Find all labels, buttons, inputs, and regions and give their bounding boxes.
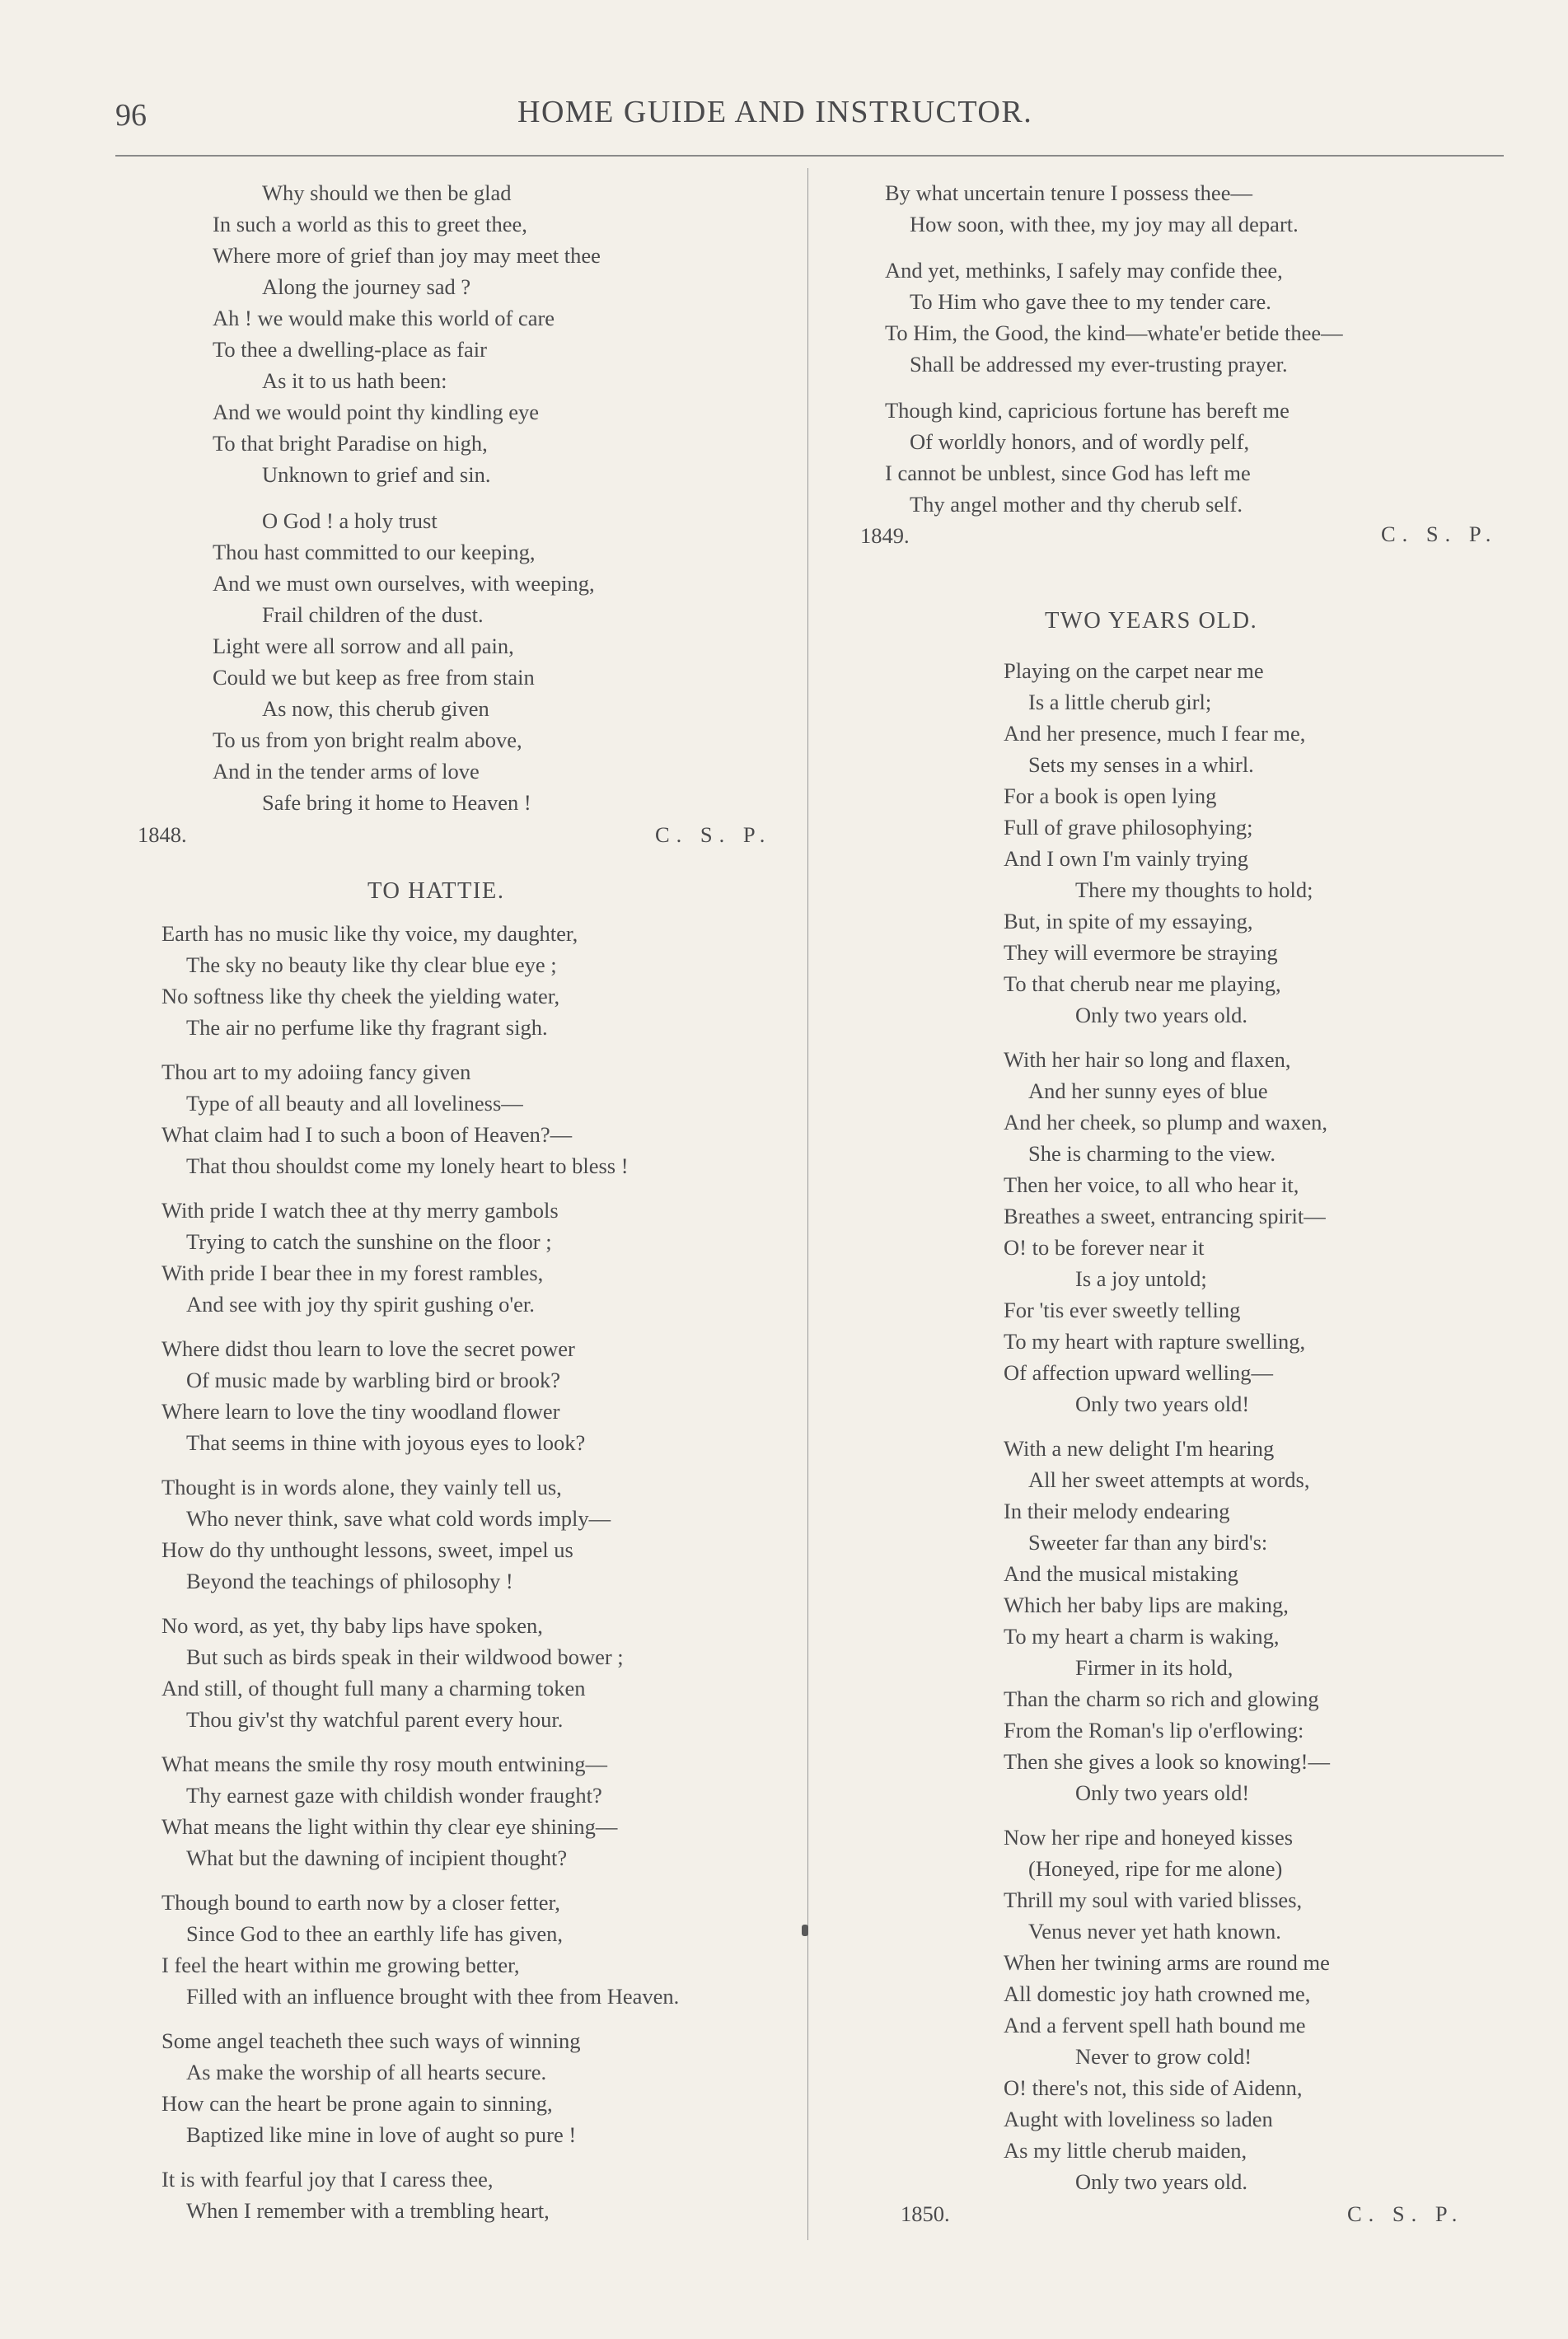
- poem-date: 1850.: [901, 2201, 950, 2226]
- verse-line: Beyond the teachings of philosophy !: [186, 1569, 513, 1593]
- verse-line: No word, as yet, thy baby lips have spoken,: [161, 1613, 543, 1638]
- verse-line: To my heart with rapture swelling,: [1004, 1329, 1306, 1354]
- verse-line: Thy angel mother and thy cherub self.: [910, 492, 1243, 517]
- verse-line: Only two years old.: [1075, 2169, 1248, 2194]
- verse-line: As my little cherub maiden,: [1004, 2138, 1247, 2163]
- verse-line: And still, of thought full many a charming token: [161, 1676, 586, 1700]
- verse-line: To that cherub near me playing,: [1004, 971, 1281, 996]
- verse-line: Filled with an influence brought with thee from Heaven.: [186, 1984, 680, 2009]
- verse-line: O God ! a holy trust: [262, 508, 438, 533]
- verse-line: Venus never yet hath known.: [1028, 1919, 1281, 1944]
- verse-line: She is charming to the view.: [1028, 1141, 1276, 1166]
- verse-line: And in the tender arms of love: [213, 759, 480, 784]
- verse-line: Sets my senses in a whirl.: [1028, 752, 1254, 777]
- verse-line: With pride I watch thee at thy merry gambols: [161, 1198, 559, 1223]
- verse-line: Why should we then be glad: [262, 180, 512, 205]
- verse-line: Then her voice, to all who hear it,: [1004, 1172, 1299, 1197]
- verse-line: There my thoughts to hold;: [1075, 877, 1313, 902]
- verse-line: That seems in thine with joyous eyes to look?: [186, 1430, 586, 1455]
- verse-line: From the Roman's lip o'erflowing:: [1004, 1718, 1304, 1743]
- poem-date: 1848.: [138, 822, 187, 847]
- verse-line: Who never think, save what cold words imply—: [186, 1506, 611, 1531]
- verse-line: To Him who gave thee to my tender care.: [910, 289, 1271, 314]
- verse-line: Shall be addressed my ever-trusting prayer.: [910, 352, 1288, 377]
- verse-line: What but the dawning of incipient thought?: [186, 1845, 568, 1870]
- page-number: 96: [115, 98, 147, 133]
- verse-line: For a book is open lying: [1004, 784, 1217, 808]
- verse-line: Thou giv'st thy watchful parent every hour.: [186, 1707, 564, 1732]
- verse-line: Some angel teacheth thee such ways of winning: [161, 2028, 581, 2053]
- poem-signature: C. S. P.: [1381, 522, 1498, 546]
- verse-line: Only two years old!: [1075, 1780, 1250, 1805]
- verse-line: That thou shouldst come my lonely heart to bless !: [186, 1153, 629, 1178]
- verse-line: Where learn to love the tiny woodland flower: [161, 1399, 560, 1424]
- verse-line: They will evermore be straying: [1004, 940, 1278, 965]
- verse-line: Thought is in words alone, they vainly tell us,: [161, 1475, 562, 1499]
- verse-line: In their melody endearing: [1004, 1499, 1230, 1523]
- verse-line: Only two years old.: [1075, 1003, 1248, 1027]
- verse-line: Thou hast committed to our keeping,: [213, 540, 536, 564]
- verse-line: Full of grave philosophying;: [1004, 815, 1253, 840]
- verse-line: With a new delight I'm hearing: [1004, 1436, 1275, 1461]
- verse-line: As make the worship of all hearts secure.: [186, 2060, 547, 2084]
- verse-line: And yet, methinks, I safely may confide thee,: [885, 258, 1283, 283]
- verse-line: Which her baby lips are making,: [1004, 1593, 1289, 1617]
- verse-line: All domestic joy hath crowned me,: [1004, 1981, 1311, 2006]
- verse-line: Only two years old!: [1075, 1392, 1250, 1416]
- verse-line: With her hair so long and flaxen,: [1004, 1047, 1291, 1072]
- verse-line: What means the smile thy rosy mouth entwining—: [161, 1752, 607, 1776]
- verse-line: (Honeyed, ripe for me alone): [1028, 1856, 1283, 1881]
- verse-line: The sky no beauty like thy clear blue eye ;: [186, 952, 557, 977]
- verse-line: When I remember with a trembling heart,: [186, 2198, 550, 2223]
- header-rule: [115, 155, 1504, 157]
- verse-line: Safe bring it home to Heaven !: [262, 790, 531, 815]
- verse-line: Could we but keep as free from stain: [213, 665, 535, 690]
- verse-line: Unknown to grief and sin.: [262, 462, 491, 487]
- verse-line: Of music made by warbling bird or brook?: [186, 1368, 561, 1392]
- poem-title: TWO YEARS OLD.: [1045, 608, 1258, 634]
- verse-line: And the musical mistaking: [1004, 1561, 1238, 1586]
- verse-line: Type of all beauty and all loveliness—: [186, 1091, 523, 1116]
- verse-line: As it to us hath been:: [262, 368, 447, 393]
- verse-line: O! there's not, this side of Aidenn,: [1004, 2075, 1303, 2100]
- verse-line: Frail children of the dust.: [262, 602, 484, 627]
- verse-line: And we would point thy kindling eye: [213, 400, 539, 424]
- verse-line: Earth has no music like thy voice, my daughter,: [161, 921, 578, 946]
- verse-line: To us from yon bright realm above,: [213, 727, 522, 752]
- running-head: HOME GUIDE AND INSTRUCTOR.: [517, 95, 1033, 129]
- verse-line: Thy earnest gaze with childish wonder fraught?: [186, 1783, 602, 1808]
- verse-line: It is with fearful joy that I caress thee,: [161, 2167, 494, 2192]
- verse-line: Then she gives a look so knowing!—: [1004, 1749, 1330, 1774]
- verse-line: No softness like thy cheek the yielding water,: [161, 984, 560, 1008]
- poem-title: TO HATTIE.: [367, 878, 505, 904]
- verse-line: Baptized like mine in love of aught so pure !: [186, 2122, 577, 2147]
- verse-line: Aught with loveliness so laden: [1004, 2107, 1273, 2131]
- verse-line: To Him, the Good, the kind—whate'er betide thee—: [885, 320, 1343, 345]
- verse-line: Where didst thou learn to love the secret power: [161, 1336, 575, 1361]
- verse-line: Is a joy untold;: [1075, 1266, 1207, 1291]
- verse-line: To thee a dwelling-place as fair: [213, 337, 487, 362]
- verse-line: Breathes a sweet, entrancing spirit—: [1004, 1204, 1326, 1228]
- margin-mark: [802, 1925, 808, 1936]
- verse-line: The air no perfume like thy fragrant sigh.: [186, 1015, 548, 1040]
- verse-line: I feel the heart within me growing better,: [161, 1953, 520, 1977]
- verse-line: Light were all sorrow and all pain,: [213, 634, 514, 658]
- verse-line: And her cheek, so plump and waxen,: [1004, 1110, 1327, 1134]
- verse-line: With pride I bear thee in my forest rambles,: [161, 1261, 544, 1285]
- verse-line: But such as birds speak in their wildwood bower ;: [186, 1644, 624, 1669]
- verse-line: O! to be forever near it: [1004, 1235, 1205, 1260]
- verse-line: And her sunny eyes of blue: [1028, 1078, 1268, 1103]
- verse-line: Sweeter far than any bird's:: [1028, 1530, 1268, 1555]
- verse-line: Trying to catch the sunshine on the floor ;: [186, 1229, 552, 1254]
- verse-line: When her twining arms are round me: [1004, 1950, 1330, 1975]
- verse-line: Of worldly honors, and of wordly pelf,: [910, 429, 1250, 454]
- verse-line: In such a world as this to greet thee,: [213, 212, 527, 236]
- poem-date: 1849.: [860, 523, 910, 548]
- verse-line: And we must own ourselves, with weeping,: [213, 571, 595, 596]
- verse-line: By what uncertain tenure I possess thee—: [885, 180, 1252, 205]
- verse-line: Thrill my soul with varied blisses,: [1004, 1888, 1303, 1912]
- verse-line: And see with joy thy spirit gushing o'er.: [186, 1292, 535, 1317]
- verse-line: I cannot be unblest, since God has left me: [885, 461, 1251, 485]
- verse-line: And a fervent spell hath bound me: [1004, 2013, 1306, 2037]
- verse-line: Along the journey sad ?: [262, 274, 471, 299]
- verse-line: Firmer in its hold,: [1075, 1655, 1233, 1680]
- verse-line: Ah ! we would make this world of care: [213, 306, 555, 330]
- verse-line: Since God to thee an earthly life has given,: [186, 1921, 563, 1946]
- verse-line: How soon, with thee, my joy may all depart.: [910, 212, 1299, 236]
- verse-line: To that bright Paradise on high,: [213, 431, 488, 456]
- verse-line: For 'tis ever sweetly telling: [1004, 1298, 1241, 1322]
- poem-signature: C. S. P.: [1347, 2201, 1464, 2226]
- verse-line: What claim had I to such a boon of Heaven?—: [161, 1122, 573, 1147]
- verse-line: Never to grow cold!: [1075, 2044, 1252, 2069]
- verse-line: Though bound to earth now by a closer fetter,: [161, 1890, 560, 1915]
- verse-line: As now, this cherub given: [262, 696, 489, 721]
- verse-line: Of affection upward welling—: [1004, 1360, 1273, 1385]
- verse-line: How can the heart be prone again to sinning,: [161, 2091, 553, 2116]
- verse-line: Now her ripe and honeyed kisses: [1004, 1825, 1294, 1850]
- verse-line: Than the charm so rich and glowing: [1004, 1686, 1319, 1711]
- verse-line: Thou art to my adoiing fancy given: [161, 1060, 471, 1084]
- verse-line: Playing on the carpet near me: [1004, 658, 1264, 683]
- verse-line: Though kind, capricious fortune has bereft me: [885, 398, 1290, 423]
- verse-line: To my heart a charm is waking,: [1004, 1624, 1280, 1649]
- verse-line: Where more of grief than joy may meet thee: [213, 243, 601, 268]
- verse-line: But, in spite of my essaying,: [1004, 909, 1253, 933]
- verse-line: Is a little cherub girl;: [1028, 690, 1212, 714]
- poem-signature: C. S. P.: [655, 822, 772, 847]
- verse-line: And her presence, much I fear me,: [1004, 721, 1306, 746]
- verse-line: And I own I'm vainly trying: [1004, 846, 1248, 871]
- verse-line: What means the light within thy clear eye shining—: [161, 1814, 618, 1839]
- verse-line: How do thy unthought lessons, sweet, impel us: [161, 1537, 573, 1562]
- verse-line: All her sweet attempts at words,: [1028, 1467, 1310, 1492]
